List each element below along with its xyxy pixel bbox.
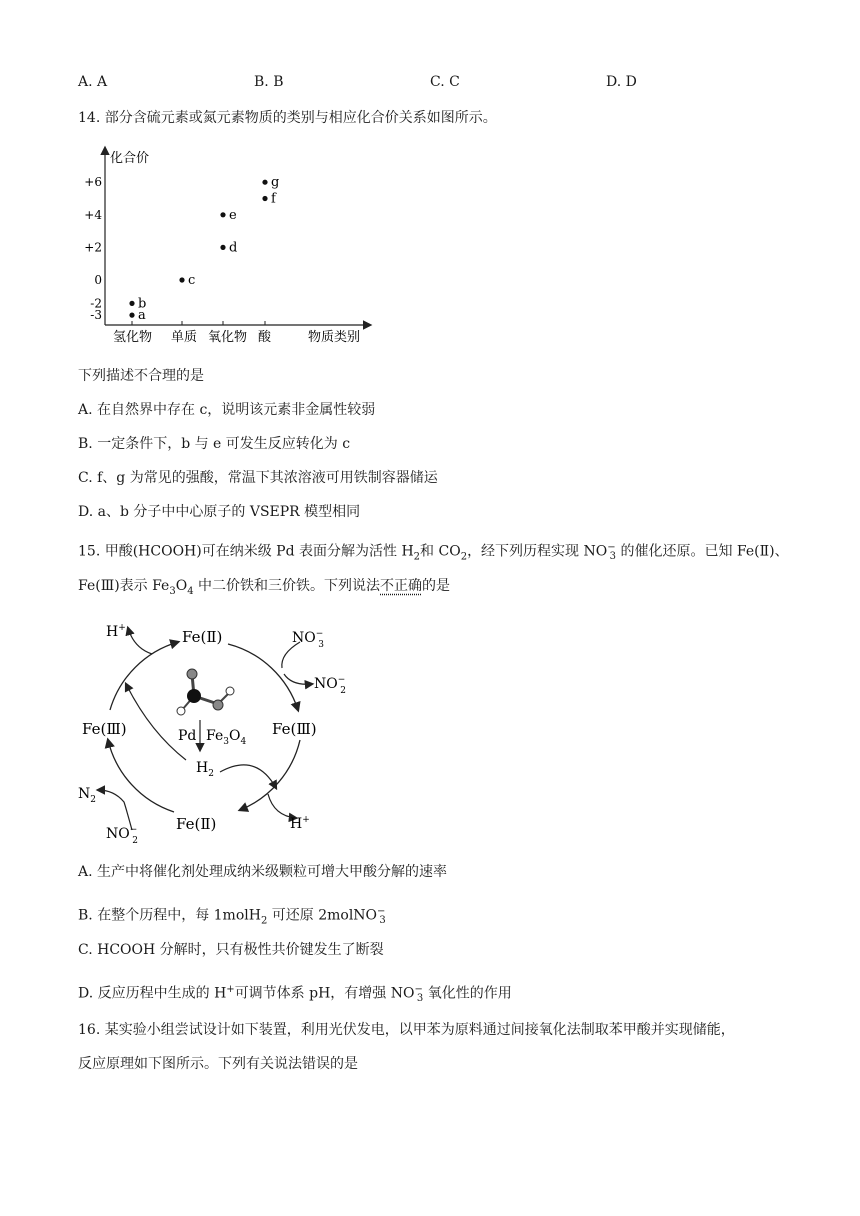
q14-option-c: C. f、g 为常见的强酸，常温下其浓溶液可用铁制容器储运	[78, 470, 438, 486]
point-f	[262, 196, 267, 201]
arrow-h2-to-right	[220, 765, 276, 788]
y-tick-label: -2	[90, 296, 102, 311]
h-plus-bottom-right: H+	[290, 815, 310, 832]
no2-top-label: NO− 2	[314, 675, 347, 696]
arc-top-right	[228, 644, 298, 710]
n2-label: $N_2$	[78, 786, 96, 805]
x-tick-label: 氢化物	[113, 330, 153, 345]
q14-option-a: A. 在自然界中存在 c，说明该元素非金属性较弱	[78, 402, 376, 418]
arrow-h-plus-out-bottom	[268, 794, 296, 818]
point-label-d: d	[229, 240, 238, 256]
point-label-f: f	[271, 191, 276, 207]
x-tick-label: 氧化物	[208, 330, 248, 345]
option-a: A. A	[78, 74, 108, 90]
fe2-bottom-label: Fe(Ⅱ)	[176, 815, 217, 833]
q16-stem-line2: 反应原理如下图所示。下列有关说法错误的是	[78, 1056, 358, 1072]
y-ticks	[84, 175, 102, 322]
arrow-h-plus-out	[128, 628, 152, 654]
q14-option-d: D. a、b 分子中中心原子的 VSEPR 模型相同	[78, 504, 361, 520]
h2-label: $H_2$	[196, 760, 214, 779]
pd-label: Pd	[178, 728, 197, 744]
fe3-right-label: Fe(Ⅲ)	[272, 720, 317, 738]
arrow-no2-out	[284, 674, 312, 684]
y-axis-label: 化合价	[110, 151, 150, 166]
point-label-b: b	[138, 296, 147, 312]
no3-label: NO− 3	[292, 629, 325, 650]
y-tick-label: +4	[84, 207, 102, 222]
fe3-left-label: Fe(Ⅲ)	[82, 720, 127, 738]
point-label-a: a	[138, 308, 146, 324]
y-tick-label: 0	[94, 273, 102, 287]
q15-option-a: A. 生产中将催化剂处理成纳米级颗粒可增大甲酸分解的速率	[78, 864, 448, 880]
emphasis-not-correct: 不正确	[380, 578, 423, 594]
arc-top-left	[110, 642, 178, 710]
point-a	[129, 313, 134, 318]
h-plus-top-left: H+	[106, 623, 126, 640]
q15-option-b: B. 在整个历程中，每 1molH$_2$ 可还原 2molNO−$_3$	[78, 906, 386, 927]
y-tick-label: +6	[84, 175, 102, 190]
q14-option-b: B. 一定条件下，b 与 e 可发生反应转化为 c	[78, 436, 351, 452]
q16-stem-line1: 16. 某实验小组尝试设计如下装置，利用光伏发电，以甲苯为原料通过间接氧化法制取苯甲酸并实现储能，	[78, 1022, 735, 1038]
point-label-g: g	[271, 175, 280, 191]
arc-bottom-left	[108, 740, 174, 812]
q14-stem: 14. 部分含硫元素或氮元素物质的类别与相应化合价关系如图所示。	[78, 110, 497, 126]
arrow-n2-out	[98, 790, 132, 830]
q15-stem-line1: 15. 甲酸(HCOOH)可在纳米级 Pd 表面分解为活性 $H_2$和 $CO_2$，经下列历程实现 $NO^-_3$ 的催化还原。已知 Fe(Ⅱ)、	[78, 542, 789, 563]
option-c: C. C	[430, 74, 460, 90]
x-tick-label: 单质	[171, 330, 198, 345]
point-g	[262, 180, 267, 185]
x-axis-label: 物质类别	[308, 330, 361, 345]
point-d	[220, 245, 225, 250]
arrow-h2-to-left	[126, 684, 186, 760]
hcooh-molecule-icon	[177, 669, 234, 715]
point-e	[220, 212, 225, 217]
catalytic-cycle-diagram	[70, 612, 347, 852]
option-b: B. B	[254, 74, 284, 90]
point-c	[179, 277, 184, 282]
no2-bottom-label: NO− 2	[106, 825, 139, 846]
data-points	[129, 175, 279, 323]
q15-stem-line2: Fe(Ⅲ)表示 $Fe_3O_4$ 中二价铁和三价铁。下列说法不正确的是	[78, 578, 451, 597]
point-label-e: e	[229, 207, 237, 223]
q14-prompt: 下列描述不合理的是	[78, 368, 204, 384]
valence-chart	[78, 140, 388, 350]
fe2-top-label: Fe(Ⅱ)	[182, 628, 223, 646]
q15-option-c: C. HCOOH 分解时，只有极性共价键发生了断裂	[78, 942, 384, 958]
y-tick-label: +2	[84, 240, 102, 255]
q15-option-d: D. 反应历程中生成的 H+可调节体系 pH，有增强 $NO^-_3$ 氧化性的作用	[78, 984, 512, 1005]
fe3o4-label: $Fe_3O_4$	[206, 728, 247, 747]
point-b	[129, 301, 134, 306]
option-d: D. D	[606, 74, 637, 90]
y-tick-label: -3	[90, 308, 102, 323]
point-label-c: c	[188, 273, 196, 288]
x-tick-label: 酸	[258, 330, 272, 345]
